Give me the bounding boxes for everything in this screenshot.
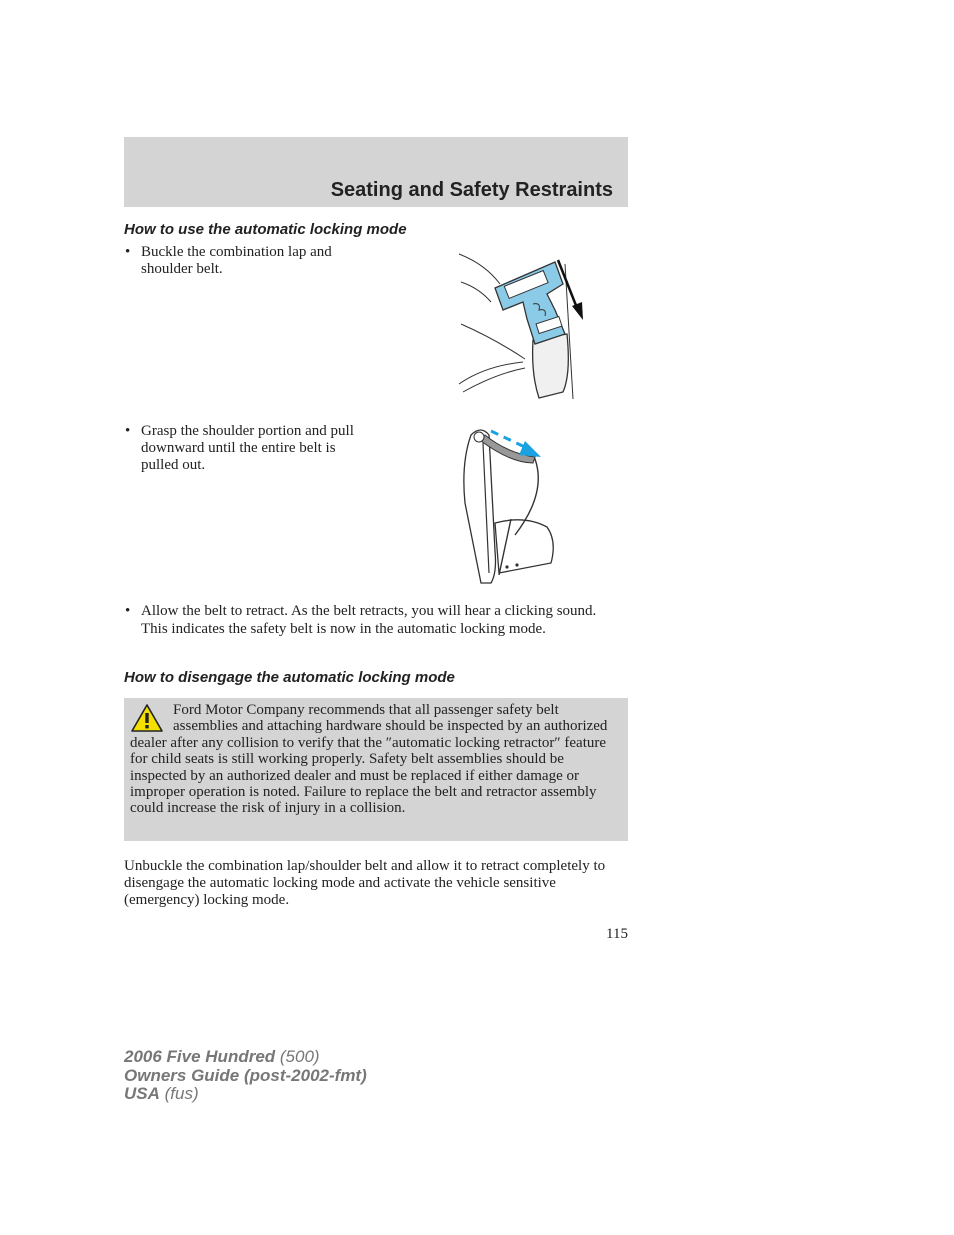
footer-model: 2006 Five Hundred — [124, 1047, 276, 1066]
page-number: 115 — [606, 926, 628, 942]
subheading-use-locking-mode: How to use the automatic locking mode — [124, 221, 407, 238]
pull-arrow-head — [572, 302, 583, 320]
bullet-dot: • — [125, 423, 131, 439]
document-footer — [124, 1048, 367, 1104]
warning-box — [124, 698, 628, 841]
footer-market-code: (fus) — [159, 1084, 199, 1103]
subheading-disengage-locking-mode: How to disengage the automatic locking mode — [124, 669, 455, 686]
warning-text: Ford Motor Company recommends that all passenger safety belt assemblies and attaching hardware should be inspected by an authorized dealer after any collision to verify that the ″automatic locking retractor″ feature for child seats is still working properly. Safety belt assemblies should be inspected by an authorized dealer and must be replaced if either damage or improper operation is noted. Failure to replace the belt and retractor assembly could increase the risk of injury in a collision. — [130, 702, 608, 817]
bullet-text: Allow the belt to retract. As the belt retracts, you will hear a clicking sound. This indicates the safety belt is now in the automatic locking mode. — [141, 603, 597, 637]
bullet-text: Grasp the shoulder portion and pull downward until the entire belt is pulled out. — [141, 423, 354, 473]
buckle-illustration — [455, 244, 590, 404]
pull-direction-arrow-head — [519, 441, 541, 457]
seat-belt-pull-illustration — [455, 423, 565, 588]
bullet-dot: • — [125, 244, 131, 260]
bullet-grasp — [124, 423, 374, 474]
footer-model-code: (500) — [275, 1047, 320, 1066]
section-title: Seating and Safety Restraints — [330, 179, 613, 201]
section-header-band — [124, 137, 628, 207]
bullet-text: Buckle the combination lap and shoulder belt. — [141, 244, 332, 277]
footer-market: USA — [124, 1084, 160, 1103]
disengage-instructions: Unbuckle the combination lap/shoulder belt and allow it to retract completely to disengage the automatic locking mode and activate the vehicle sensitive (emergency) locking mode. — [124, 858, 606, 908]
footer-guide-type: Owners Guide (post-2002-fmt) — [124, 1065, 367, 1085]
bullet-buckle — [124, 244, 374, 278]
bullet-dot: • — [125, 603, 131, 619]
bullet-retract — [124, 602, 624, 638]
